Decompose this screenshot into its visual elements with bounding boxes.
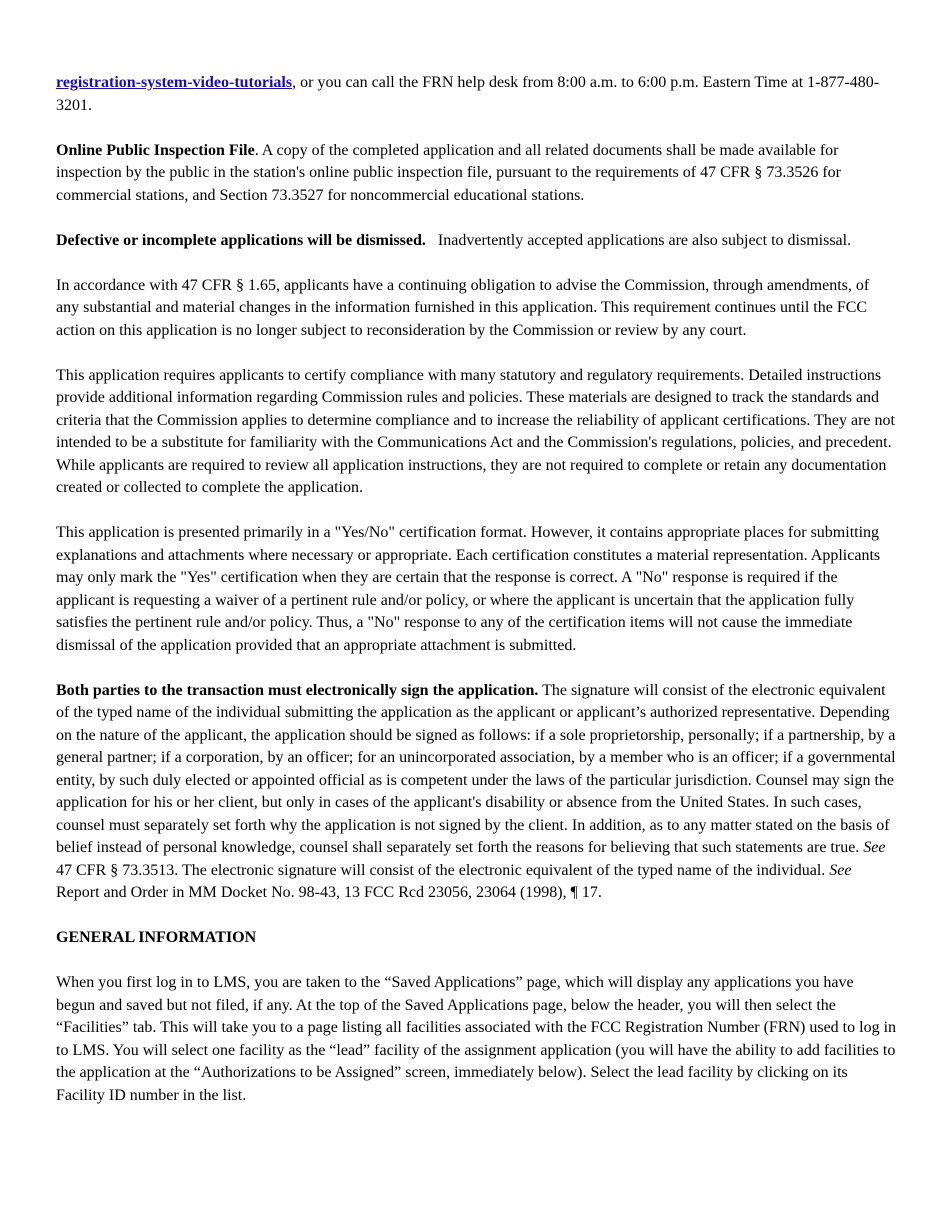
defective-paragraph (56, 230, 896, 253)
signature-see-1: See (863, 839, 886, 856)
video-tutorials-link[interactable]: registration-system-video-tutorials (56, 74, 293, 91)
general-information-paragraph: When you first log in to LMS, you are taken to the “Saved Applications” page, which will display any applications you have begun and saved but not filed, if any. At the top of the Saved Applications page, below the header, you will then select the “Facilities” tab. This will take you to a page listing all facilities associated with the FCC Registration Number (FRN) used to log in to LMS. You will select one facility as the “lead” facility of the assignment application (you will have the ability to add facilities to the application at the “Authorizations to be Assigned” screen, immediately below). Select the lead facility by clicking on its Facility ID number in the list. (56, 974, 897, 1104)
signature-text-2: 47 CFR § 73.3513. The electronic signature will consist of the electronic equivalent of the typed name of the individual. (56, 861, 830, 879)
signature-paragraph (56, 680, 896, 905)
inspection-text: . A copy of the completed application and all related documents shall be made available for inspection by the public in the station's online public inspection file, pursuant to the requirements of 47 CFR § 73.3526 for commercial stations, and Section 73.3527 for noncommercial educational stations. (56, 141, 841, 204)
general-information-heading: GENERAL INFORMATION (56, 929, 257, 946)
defective-text: Inadvertently accepted applications are also subject to dismissal. (425, 231, 852, 249)
inspection-paragraph (56, 140, 896, 208)
intro-paragraph (56, 72, 896, 117)
defective-heading: Defective or incomplete applications will be dismissed. (56, 231, 426, 249)
continuing-obligation-paragraph: In accordance with 47 CFR § 1.65, applicants have a continuing obligation to advise the Commission, through amendments, of any substantial and material changes in the information furnished in this application. This requirement continues until the FCC action on this application is no longer subject to reconsideration by the Commission or review by any court. (56, 276, 870, 339)
inspection-heading: Online Public Inspection File (56, 141, 255, 159)
intro-text: , or you can call the FRN help desk from 8:00 a.m. to 6:00 p.m. Eastern Time at 1-877-480-3201. (56, 74, 880, 114)
signature-text-1: The signature will consist of the electronic equivalent of the typed name of the individual submitting the application as the applicant or applicant’s authorized representative. Depending on the nature of the applicant, the application should be signed as follows: if a sole proprietorship, personally; if a partnership, by a general partner; if a corporation, by an officer; for an unincorporated association, by a member who is an officer; if a governmental entity, by such duly elected or appointed official as is competent under the laws of the particular jurisdiction. Counsel may sign the application for his or her client, but only in cases of the applicant's disability or absence from the United States. In such cases, counsel must separately set forth why the application is not signed by the client. In addition, as to any matter stated on the basis of belief instead of personal knowledge, counsel shall separately set forth the reasons for believing that such statements are true. (56, 681, 896, 856)
certify-paragraph: This application requires applicants to certify compliance with many statutory and regulatory requirements. Detailed instructions provide additional information regarding Commission rules and policies. These materials are designed to track the standards and criteria that the Commission applies to determine compliance and to increase the reliability of applicant certifications. They are not intended to be a substitute for familiarity with the Communications Act and the Commission's regulations, policies, and precedent. While applicants are required to review all application instructions, they are not required to complete or retain any documentation created or collected to complete the application. (56, 366, 895, 496)
signature-text-3: Report and Order in MM Docket No. 98-43, 13 FCC Rcd 23056, 23064 (1998), ¶ 17. (56, 884, 602, 901)
yes-no-paragraph: This application is presented primarily in a "Yes/No" certification format. However, it contains appropriate places for submitting explanations and attachments where necessary or appropriate. Each certification constitutes a material representation. Applicants may only mark the "Yes" certification when they are certain that the response is correct. A "No" response is required if the applicant is requesting a waiver of a pertinent rule and/or policy, or where the applicant is uncertain that the application fully satisfies the pertinent rule and/or policy. Thus, a "No" response to any of the certification items will not cause the immediate dismissal of the application provided that an appropriate attachment is submitted. (56, 524, 881, 654)
signature-see-2: See (829, 861, 852, 879)
document-page (56, 72, 896, 1130)
signature-heading: Both parties to the transaction must electronically sign the application. (56, 681, 539, 699)
